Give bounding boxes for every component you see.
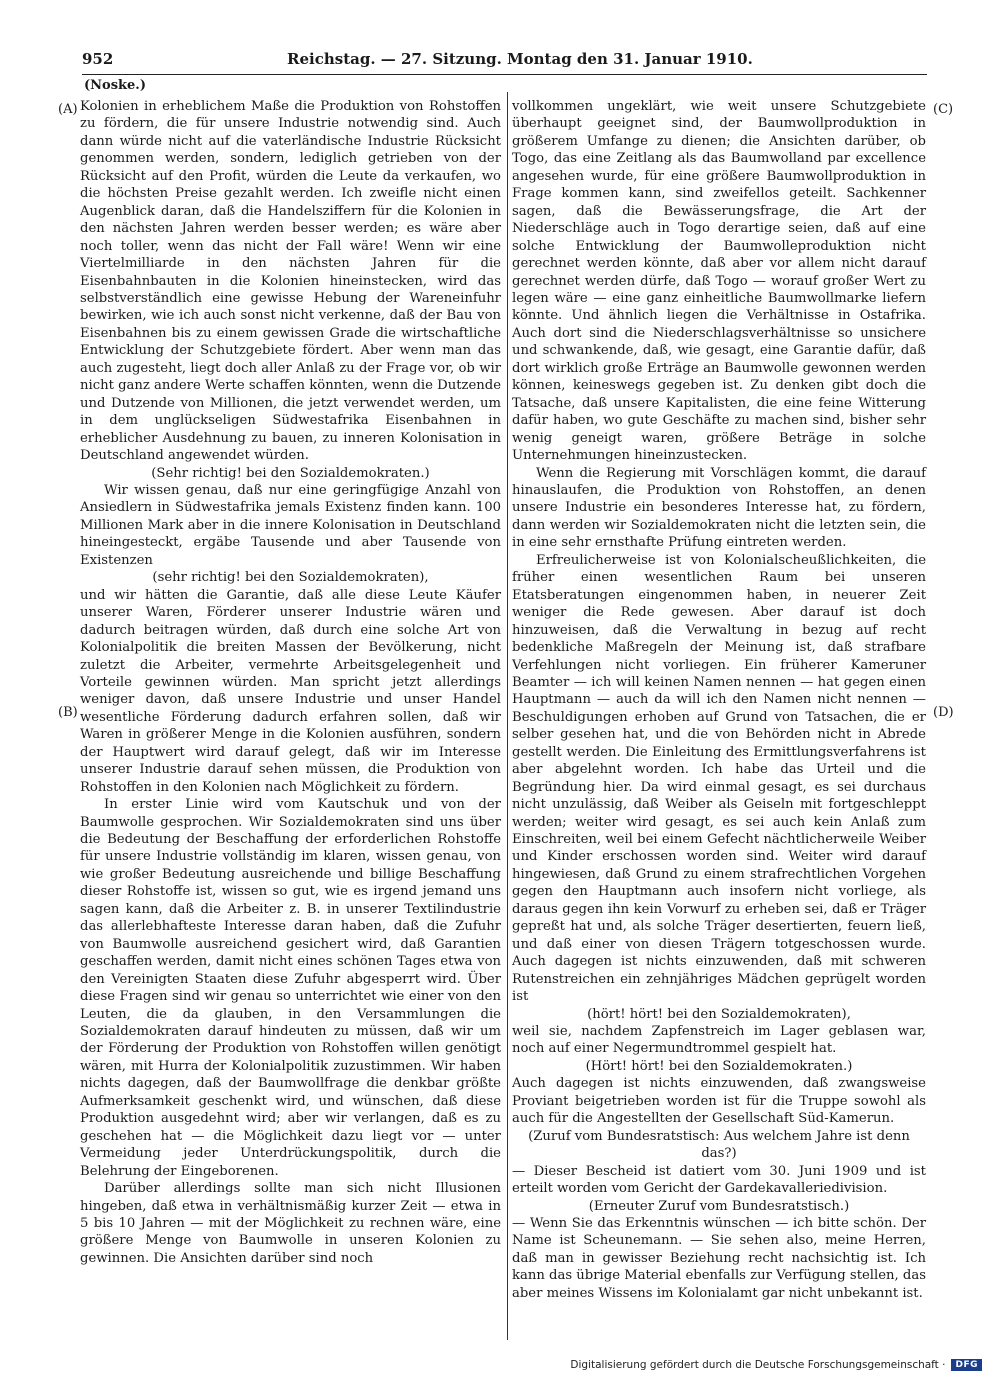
page-header <box>82 50 927 75</box>
interjection: (Zuruf vom Bundesratstisch: Aus welchem Jahre ist denn das?) <box>528 1128 910 1162</box>
speaker-name: (Noske.) <box>84 78 146 93</box>
paragraph: Wenn die Regierung mit Vorschlägen kommt, die darauf hinauslaufen, die Produktion von Rohstoffen, an denen unsere Industrie ein besonderes Interesse hat, zu fördern, dann werden wir Sozialdemokraten nicht die letzten sein, die in eine sehr ernsthafte Prüfung eintreten werden. <box>512 465 926 551</box>
paragraph: Wir wissen genau, daß nur eine geringfügige Anzahl von Ansiedlern in Südwestafrika jemals Existenz finden kann. 100 Millionen Mark aber in die innere Kolonisation in Deutschland hineingesteckt, ergäbe Tausende und aber Tausende von Existenzen <box>80 482 501 568</box>
interjection: (Sehr richtig! bei den Sozialdemokraten.) <box>151 465 430 481</box>
paragraph: Darüber allerdings sollte man sich nicht Illusionen hingeben, daß etwa in verhältnismäßig kurzer Zeit — etwa in 5 bis 10 Jahren — mit der Möglichkeit zu rechnen wäre, eine größere Menge von Baumwolle in unseren Kolonien zu gewinnen. Die Ansichten darüber sind noch <box>80 1181 501 1266</box>
left-column <box>80 98 501 1267</box>
paragraph: In erster Linie wird vom Kautschuk und von der Baumwolle gesprochen. Wir Sozialdemokraten sind uns über die Bedeutung der Beschaffung der erforderlichen Rohstoffe für unsere Industrie vollständig im klaren, wissen genau, von wie großer Bedeutung ausreichende und billige Beschaffung dieser Rohstoffe ist, wissen so gut, wie es irgend jemand uns sagen kann, daß die Arbeiter z. B. in unserer Textilindustrie das allerlebhafteste Interesse daran haben, daß die Zufuhr von Baumwolle ausreichend gesichert wird, daß Garantien geschaffen werden, damit nicht eines schönen Tages etwa von den Vereinigten Staaten diese Zufuhr abgesperrt wird. Über diese Fragen sind wir genau so unterrichtet wie einer von den Leuten, die da glauben, in den Versammlungen die Sozialdemokraten darauf hindeuten zu müssen, daß wir um der Förderung der Produktion von Rohstoffen willen genötigt wären, mit Hurra der Kolonialpolitik zuzustimmen. Wir haben nichts dagegen, daß der Baumwollfrage die denkbar größte Aufmerksamkeit geschenkt wird, und wünschen, daß diese Produktion ausgedehnt wird; aber wir verlangen, daß es zu geschehen hat — die Möglichkeit dazu liegt vor — unter Vermeidung jeder Unterdrückungspolitik, durch die Belehrung der Eingeborenen. <box>80 797 501 1179</box>
margin-marker-d: (D) <box>933 705 954 720</box>
paragraph: — Dieser Bescheid ist datiert vom 30. Juni 1909 und ist erteilt worden vom Gericht der Gardekavalleriedivision. <box>512 1163 926 1197</box>
page-number: 952 <box>82 50 114 68</box>
interjection: (Erneuter Zuruf vom Bundesratstisch.) <box>588 1198 850 1214</box>
paragraph: — Wenn Sie das Erkenntnis wünschen — ich bitte schön. Der Name ist Scheunemann. — Sie sehen also, meine Herren, daß man in gewisser Beziehung recht nachsichtig ist. Ich kann das übrige Material ebenfalls zur Verfügung stellen, das aber meines Wissens im Kolonialamt gar nicht unbekannt ist. <box>512 1216 926 1301</box>
margin-marker-c: (C) <box>933 102 954 117</box>
margin-marker-a: (A) <box>58 102 78 117</box>
paragraph: vollkommen ungeklärt, wie weit unsere Schutzgebiete überhaupt geeignet sind, der Baumwollproduktion in größerem Umfange zu dienen; die Ansichten darüber, ob Togo, das eine Zeitlang als das Baumwolland par excellence angesehen wurde, für eine größere Baumwollproduktion in Frage kommen kann, sind zweifellos geteilt. Sachkenner sagen, daß die Bewässerungsfrage, die Art der Niederschläge auch in Togo derartige seien, daß auf eine solche Entwicklung der Baumwolleproduktion nicht gerechnet werden könnte, daß aber vor allem nicht darauf gerechnet werden dürfe, daß Togo — worauf großer Wert zu legen wäre — eine ganz einheitliche Baumwollmarke liefern könnte. Und ähnlich liegen die Verhältnisse in Ostafrika. Auch dort sind die Niederschlagsverhältnisse so unsichere und schwankende, daß, wie gesagt, eine Garantie dafür, daß dort wirklich große Erträge an Baumwolle gewonnen werden können, keineswegs gegeben ist. Zu denken gibt doch die Tatsache, daß unsere Kapitalisten, die eine feine Witterung dafür haben, wo gute Geschäfte zu machen sind, bisher sehr wenig geneigt waren, größere Beträge in solche Unternehmungen hineinzustecken. <box>512 99 926 464</box>
paragraph: weil sie, nachdem Zapfenstreich im Lager geblasen war, noch auf einer Negermundtrommel gespielt hat. <box>512 1024 926 1057</box>
running-title: Reichstag. — 27. Sitzung. Montag den 31. Januar 1910. <box>287 50 753 68</box>
interjection: (sehr richtig! bei den Sozialdemokraten), <box>152 570 429 586</box>
paragraph: Erfreulicherweise ist von Kolonialscheußlichkeiten, die früher einen wesentlichen Raum bei unseren Etatsberatungen eingenommen haben, in neuerer Zeit weniger die Rede gewesen. Aber darauf ist doch hinzuweisen, daß die Verwaltung in bezug auf recht bedenkliche Maßregeln der Meinung ist, daß strafbare Verfehlungen nicht vorliegen. Ein früherer Kameruner Beamter — ich will keinen Namen nennen — hat gegen einen Hauptmann — auch da will ich den Namen nicht nennen — Beschuldigungen erhoben auf Grund von Tatsachen, die er selber gesehen hat, und die von Behörden nicht in Abrede gestellt werden. Die Einleitung des Ermittlungsverfahrens ist aber abgelehnt worden. Ich habe das Urteil und die Begründung hier. Da wird einmal gesagt, es sei durchaus nicht unzulässig, daß Weiber als Geiseln mit fortgeschleppt werden; weiter wird gesagt, es sei auch kein Anlaß zum Einschreiten, weil bei einem Gefecht nächtlicherweile Weiber und Kinder erschossen worden sind. Weiter wird darauf hingewiesen, daß Grund zu einem strafrechtlichen Vorgehen gegen den Hauptmann auch insofern nicht vorliege, als daraus gegen ihn kein Vorwurf zu erheben sei, daß er Träger gepreßt hat und, als solche Träger desertierten, feuern ließ, und daß einer von diesen Trägern totgeschossen wurde. Auch dagegen ist nichts einzuwenden, daß mit schweren Rutenstreichen ein zehnjähriges Mädchen geprügelt worden ist <box>512 552 926 1005</box>
interjection: (Hört! hört! bei den Sozialdemokraten.) <box>585 1058 853 1074</box>
footer <box>570 1359 982 1371</box>
right-column <box>512 98 926 1302</box>
paragraph: und wir hätten die Garantie, daß alle diese Leute Käufer unserer Waren, Förderer unserer Industrie wären und dadurch beitragen würden, daß durch eine solche Art von Kolonialpolitik die breiten Massen der Bevölkerung, nicht zuletzt die Arbeiter, vermehrte Arbeitsgelegenheit und Vorteile gewinnen würden. Man spricht jetzt allerdings weniger davon, daß unsere Industrie und unser Handel wesentliche Förderung dadurch erfahren sollen, daß wir Waren in größerer Menge in die Kolonien ausführen, sondern der Hauptwert wird darauf gelegt, daß wir im Interesse unserer Industrie darauf sehen müssen, die Produktion von Rohstoffen in den Kolonien nach Möglichkeit zu fördern. <box>80 587 501 795</box>
column-divider <box>507 92 508 1340</box>
footer-text: Digitalisierung gefördert durch die Deutsche Forschungsgemeinschaft · <box>570 1359 946 1371</box>
paragraph: Auch dagegen ist nichts einzuwenden, daß zwangsweise Proviant beigetrieben worden ist für die Truppe sowohl als auch für die Angestellten der Gesellschaft Süd-Kamerun. <box>512 1076 926 1127</box>
margin-marker-b: (B) <box>58 705 78 720</box>
dfg-logo: DFG <box>951 1359 982 1371</box>
paragraph: Kolonien in erheblichem Maße die Produktion von Rohstoffen zu fördern, die für unsere Industrie notwendig sind. Auch dann würde nicht auf die vaterländische Industrie Rücksicht genommen werden, sondern, lediglich getrieben von der Rücksicht auf den Profit, würden die Leute da verkaufen, wo die höchsten Preise gezahlt werden. Ich zweifle nicht einen Augenblick daran, daß die Handelsziffern für die Kolonien in den nächsten Jahren werden besser werden; es wäre aber noch toller, wenn das nicht der Fall wäre! Wenn wir eine Viertelmilliarde in den nächsten Jahren für die Eisenbahnbauten in die Kolonien hineinstecken, wird das selbstverständlich eine gewisse Hebung der Wareneinfuhr bewirken, wie ich auch sonst nicht verkenne, daß der Bau von Eisenbahnen bis zu einem gewissen Grade die wirtschaftliche Entwicklung der Schutzgebiete fördert. Aber wenn man das auch zugesteht, liegt doch aller Anlaß zu der Frage vor, ob wir nicht ganz andere Werte schaffen könnten, wenn die Dutzende und Dutzende von Millionen, die jetzt verwendet werden, um in dem unglückseligen Südwestafrika Eisenbahnen in erheblicher Ausdehnung zu bauen, zu inneren Kolonisation in Deutschland angewendet würden. <box>80 99 501 464</box>
interjection: (hört! hört! bei den Sozialdemokraten), <box>587 1006 851 1022</box>
